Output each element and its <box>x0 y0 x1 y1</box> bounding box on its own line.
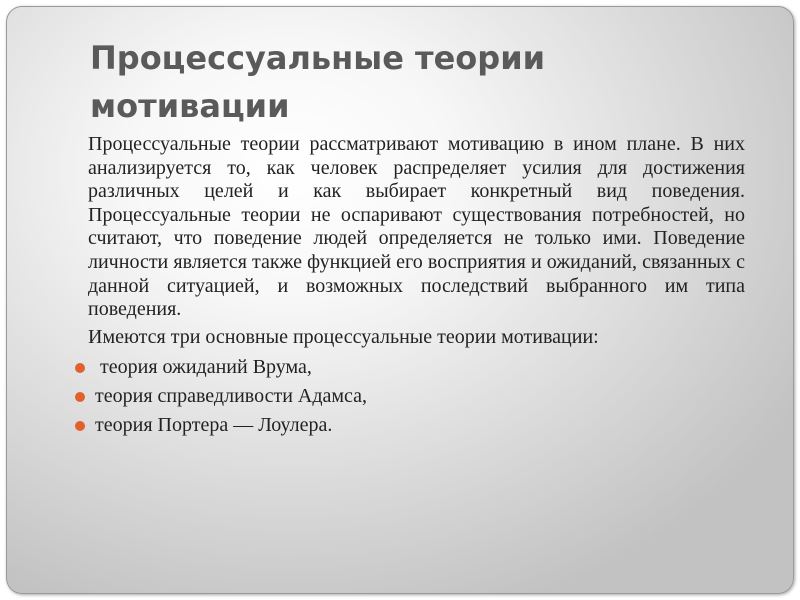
list-item-label: теория справедливости Адамса, <box>95 385 368 408</box>
list-item-label: теория Портера — Лоулера. <box>95 414 333 437</box>
list-item <box>75 384 745 408</box>
slide-title: Процессуальные теории мотивации <box>90 39 546 125</box>
list-item <box>75 355 745 379</box>
orange-circle-bullet-icon <box>75 363 85 373</box>
list-intro: Имеются три основные процессуальные теории мотивации: <box>88 325 599 348</box>
main-paragraph: Процессуальные теории рассматривают мотивацию в ином плане. В них анализируется то, как человек распределяет усилия для достижения различных целей и как выбирает конкретный вид поведения. Процессуальные теории не оспаривают существования потребностей, но считают, что поведение людей определяется не только ими. Поведение личности является также функцией его восприятия и ожиданий, связанных с данной ситуацией, и возможных последствий выбранного им типа поведения. <box>88 133 745 321</box>
orange-circle-bullet-icon <box>75 392 85 402</box>
orange-circle-bullet-icon <box>75 421 85 431</box>
list-item-label: теория ожиданий Врума, <box>95 356 312 379</box>
list-item <box>75 413 745 437</box>
slide-body <box>88 133 745 442</box>
slide <box>6 6 794 594</box>
theories-list <box>75 355 745 437</box>
